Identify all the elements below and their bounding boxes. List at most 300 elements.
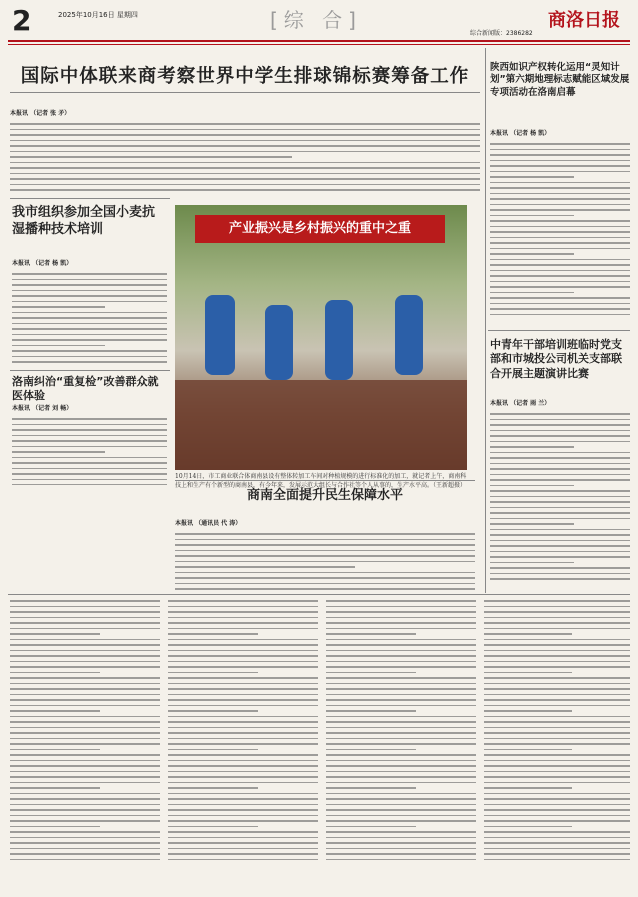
text-line <box>175 555 475 557</box>
text-line <box>12 312 167 314</box>
text-line <box>168 661 318 663</box>
text-line <box>326 760 476 762</box>
text-line <box>326 622 476 624</box>
text-line <box>168 787 258 789</box>
text-line <box>10 611 160 613</box>
text-line <box>175 539 475 541</box>
text-line <box>168 826 258 828</box>
text-line <box>490 176 574 178</box>
text-line <box>490 545 630 547</box>
text-line <box>490 540 630 542</box>
text-line <box>168 639 318 641</box>
text-line <box>326 782 476 784</box>
text-line <box>168 859 318 861</box>
text-line <box>490 463 630 465</box>
text-line <box>12 328 167 330</box>
text-line <box>326 765 476 767</box>
text-line <box>484 804 630 806</box>
text-line <box>326 798 476 800</box>
text-line <box>326 672 416 674</box>
text-line <box>12 356 167 358</box>
text-line <box>10 661 160 663</box>
text-line <box>484 600 630 602</box>
text-line <box>175 550 475 552</box>
text-line <box>490 237 630 239</box>
text-line <box>12 462 167 464</box>
text-line <box>10 804 160 806</box>
text-line <box>10 826 100 828</box>
text-line <box>490 297 630 299</box>
text-line <box>490 198 630 200</box>
text-line <box>10 628 160 630</box>
text-line <box>12 301 167 303</box>
text-line <box>326 859 476 861</box>
text-line <box>484 815 630 817</box>
text-line <box>10 694 160 696</box>
text-line <box>10 672 100 674</box>
page-number: 2 <box>12 4 32 37</box>
text-line <box>10 853 160 855</box>
text-line <box>168 776 318 778</box>
text-line <box>12 424 167 426</box>
text-line <box>12 334 167 336</box>
text-line <box>490 281 630 283</box>
text-line <box>10 743 160 745</box>
text-line <box>10 776 160 778</box>
text-line <box>484 809 630 811</box>
text-line <box>10 134 480 136</box>
text-line <box>168 710 258 712</box>
text-line <box>12 468 167 470</box>
text-line <box>484 787 572 789</box>
text-line <box>484 842 630 844</box>
text-line <box>326 787 416 789</box>
text-line <box>484 749 572 751</box>
main-headline: 国际中体联来商考察世界中学生排球锦标赛筹备工作 <box>20 66 470 87</box>
text-line <box>10 837 160 839</box>
text-line <box>490 534 630 536</box>
text-line <box>484 826 572 828</box>
text-line <box>484 831 630 833</box>
text-line <box>490 149 630 151</box>
text-line <box>10 859 160 861</box>
text-line <box>10 606 160 608</box>
text-line <box>490 479 630 481</box>
text-line <box>10 633 100 635</box>
bottom-col-3 <box>326 600 476 890</box>
photo-caption: 10月14日，市工商业联合体商南县设有整体转加工车间对种植规模的进行标准化的加工，就记者上午，商南科技上和生产有个新型的商南县，有今年来，发展示范大组长与合作社等个人从事的，生产水平高。（王新超摄） <box>175 473 467 489</box>
text-line <box>10 716 160 718</box>
text-line <box>168 842 318 844</box>
text-line <box>490 507 630 509</box>
text-line <box>10 815 160 817</box>
divider <box>175 480 475 481</box>
text-line <box>326 721 476 723</box>
text-line <box>490 242 630 244</box>
text-line <box>12 290 167 292</box>
text-line <box>326 837 476 839</box>
text-line <box>490 512 630 514</box>
text-line <box>490 518 630 520</box>
text-line <box>10 705 160 707</box>
text-line <box>490 424 630 426</box>
text-line <box>490 204 630 206</box>
text-line <box>490 573 630 575</box>
text-line <box>10 173 480 175</box>
text-line <box>168 732 318 734</box>
text-line <box>168 600 318 602</box>
text-line <box>12 435 167 437</box>
text-line <box>326 694 476 696</box>
text-line <box>168 617 318 619</box>
text-line <box>168 650 318 652</box>
text-line <box>326 655 476 657</box>
text-line <box>490 193 630 195</box>
text-line <box>12 273 167 275</box>
text-line <box>326 628 476 630</box>
text-line <box>12 446 167 448</box>
text-line <box>490 567 630 569</box>
center-headline: 商南全面提升民生保障水平 <box>246 488 403 503</box>
text-line <box>10 738 160 740</box>
text-line <box>12 361 167 363</box>
text-line <box>490 452 630 454</box>
text-line <box>490 215 574 217</box>
text-line <box>12 339 167 341</box>
text-line <box>168 804 318 806</box>
text-line <box>484 672 572 674</box>
left-story-2 <box>12 395 167 485</box>
text-line <box>168 705 318 707</box>
text-line <box>168 782 318 784</box>
text-line <box>12 479 167 481</box>
text-line <box>168 754 318 756</box>
text-line <box>168 760 318 762</box>
text-line <box>168 853 318 855</box>
text-line <box>490 187 630 189</box>
text-line <box>484 716 630 718</box>
text-line <box>326 683 476 685</box>
text-line <box>175 561 475 563</box>
text-line <box>326 809 476 811</box>
left2-byline: 本报讯 （记者 刘 畅） <box>12 405 73 412</box>
text-line <box>484 606 630 608</box>
text-line <box>168 688 318 690</box>
text-line <box>10 178 480 180</box>
text-line <box>10 760 160 762</box>
text-line <box>326 820 476 822</box>
text-line <box>490 209 630 211</box>
divider <box>8 594 630 595</box>
text-line <box>490 303 630 305</box>
text-line <box>12 279 167 281</box>
text-line <box>490 264 630 266</box>
text-line <box>326 644 476 646</box>
text-line <box>10 727 160 729</box>
left-headline-1: 我市组织参加全国小麦抗湿播种技术培训 <box>12 205 156 237</box>
text-line <box>168 815 318 817</box>
text-line <box>326 639 476 641</box>
text-line <box>10 167 480 169</box>
text-line <box>490 419 630 421</box>
text-line <box>490 501 630 503</box>
text-line <box>326 699 476 701</box>
text-line <box>326 666 476 668</box>
text-line <box>168 716 318 718</box>
text-line <box>10 644 160 646</box>
text-line <box>10 145 480 147</box>
text-line <box>484 859 630 861</box>
text-line <box>490 496 630 498</box>
text-line <box>10 793 160 795</box>
text-line <box>12 457 167 459</box>
text-line <box>12 418 167 420</box>
center-story <box>175 510 475 590</box>
text-line <box>10 639 160 641</box>
divider <box>488 330 630 331</box>
text-line <box>490 435 630 437</box>
left-story-1 <box>12 250 167 365</box>
left-headline-2: 洛南纠治“重复检”改善群众就医体验 <box>12 375 159 403</box>
text-line <box>12 440 167 442</box>
text-line <box>10 749 100 751</box>
text-line <box>10 666 160 668</box>
text-line <box>484 727 630 729</box>
text-line <box>175 533 475 535</box>
text-line <box>326 606 476 608</box>
right1-byline: 本报讯 （记者 杨 凯） <box>490 130 551 137</box>
text-line <box>326 804 476 806</box>
text-line <box>12 317 167 319</box>
text-line <box>484 793 630 795</box>
text-line <box>484 721 630 723</box>
text-line <box>326 754 476 756</box>
text-line <box>10 683 160 685</box>
text-line <box>168 820 318 822</box>
text-line <box>484 848 630 850</box>
page-header <box>0 0 638 42</box>
text-line <box>168 699 318 701</box>
right-story-2 <box>490 390 630 590</box>
text-line <box>490 259 630 261</box>
text-line <box>484 650 630 652</box>
text-line <box>484 837 630 839</box>
text-line <box>168 738 318 740</box>
header-rule-thin <box>8 44 630 45</box>
text-line <box>484 820 630 822</box>
text-line <box>168 837 318 839</box>
text-line <box>326 688 476 690</box>
text-line <box>484 754 630 756</box>
text-line <box>326 650 476 652</box>
text-line <box>326 771 476 773</box>
text-line <box>326 600 476 602</box>
text-line <box>175 544 475 546</box>
text-line <box>490 474 630 476</box>
text-line <box>10 820 160 822</box>
text-line <box>12 323 167 325</box>
text-line <box>10 732 160 734</box>
text-line <box>326 716 476 718</box>
text-line <box>484 666 630 668</box>
text-line <box>490 143 630 145</box>
text-line <box>168 727 318 729</box>
text-line <box>168 606 318 608</box>
text-line <box>490 275 630 277</box>
text-line <box>10 842 160 844</box>
text-line <box>326 743 476 745</box>
text-line <box>10 129 480 131</box>
text-line <box>326 815 476 817</box>
text-line <box>490 308 630 310</box>
text-line <box>484 683 630 685</box>
text-line <box>490 171 630 173</box>
text-line <box>484 798 630 800</box>
text-line <box>326 617 476 619</box>
text-line <box>168 721 318 723</box>
text-line <box>10 688 160 690</box>
text-line <box>175 572 475 574</box>
text-line <box>326 848 476 850</box>
text-line <box>10 848 160 850</box>
text-line <box>168 655 318 657</box>
section-title: [综 合] <box>270 8 362 32</box>
text-line <box>12 295 167 297</box>
text-line <box>10 140 480 142</box>
text-line <box>10 765 160 767</box>
text-line <box>490 446 574 448</box>
text-line <box>490 457 630 459</box>
text-line <box>10 195 292 196</box>
text-line <box>484 776 630 778</box>
text-line <box>484 771 630 773</box>
text-line <box>490 314 630 316</box>
text-line <box>490 578 630 580</box>
text-line <box>326 831 476 833</box>
text-line <box>484 617 630 619</box>
text-line <box>10 831 160 833</box>
text-line <box>168 611 318 613</box>
text-line <box>168 743 318 745</box>
text-line <box>484 694 630 696</box>
text-line <box>326 738 476 740</box>
text-line <box>484 765 630 767</box>
text-line <box>490 231 630 233</box>
text-line <box>168 798 318 800</box>
text-line <box>484 853 630 855</box>
text-line <box>490 556 630 558</box>
text-line <box>10 650 160 652</box>
text-line <box>168 672 258 674</box>
main-story <box>10 100 480 195</box>
text-line <box>10 189 480 191</box>
text-line <box>175 588 475 590</box>
divider <box>10 370 170 371</box>
text-line <box>10 798 160 800</box>
text-line <box>326 776 476 778</box>
photo-banner: 产业振兴是乡村振兴的重中之重 <box>195 215 445 243</box>
text-line <box>326 705 476 707</box>
text-line <box>168 793 318 795</box>
text-line <box>168 677 318 679</box>
text-line <box>484 743 630 745</box>
text-line <box>490 413 630 415</box>
text-line <box>10 787 100 789</box>
newspaper-logo: 商洛日报 <box>548 10 620 31</box>
text-line <box>10 782 160 784</box>
text-line <box>326 677 476 679</box>
text-line <box>168 809 318 811</box>
text-line <box>326 710 416 712</box>
text-line <box>10 699 160 701</box>
text-line <box>484 661 630 663</box>
text-line <box>484 644 630 646</box>
text-line <box>490 562 574 564</box>
text-line <box>484 633 572 635</box>
text-line <box>490 286 630 288</box>
right-headline-1: 陕西如识产权转化运用“灵知计划”第六期地理标志赋能区域发展专项活动在洛南启幕 <box>490 62 630 98</box>
text-line <box>10 754 160 756</box>
text-line <box>484 732 630 734</box>
text-line <box>490 551 630 553</box>
center-byline: 本报讯 （通讯员 代 涛） <box>175 520 242 527</box>
text-line <box>490 226 630 228</box>
left1-byline: 本报讯 （记者 杨 凯） <box>12 260 73 267</box>
text-line <box>12 284 167 286</box>
text-line <box>484 639 630 641</box>
text-line <box>10 721 160 723</box>
text-line <box>484 622 630 624</box>
text-line <box>10 617 160 619</box>
text-line <box>490 468 630 470</box>
text-line <box>10 123 480 125</box>
text-line <box>490 182 630 184</box>
text-line <box>326 826 416 828</box>
text-line <box>484 688 630 690</box>
text-line <box>484 738 630 740</box>
text-line <box>490 292 574 294</box>
text-line <box>326 661 476 663</box>
text-line <box>326 842 476 844</box>
text-line <box>168 622 318 624</box>
text-line <box>168 771 318 773</box>
text-line <box>168 831 318 833</box>
text-line <box>484 710 572 712</box>
text-line <box>12 473 167 475</box>
text-line <box>490 253 574 255</box>
text-line <box>168 694 318 696</box>
text-line <box>168 683 318 685</box>
text-line <box>10 162 480 164</box>
text-line <box>175 583 475 585</box>
text-line <box>326 793 476 795</box>
text-line <box>326 727 476 729</box>
text-line <box>10 184 480 186</box>
text-line <box>490 165 630 167</box>
text-line <box>326 611 476 613</box>
text-line <box>12 484 167 485</box>
text-line <box>12 345 105 347</box>
text-line <box>168 848 318 850</box>
text-line <box>10 622 160 624</box>
text-line <box>484 699 630 701</box>
text-line <box>10 600 160 602</box>
right2-byline: 本报讯 （记者 雨 兰） <box>490 400 551 407</box>
divider <box>10 92 480 93</box>
text-line <box>12 350 167 352</box>
text-line <box>490 523 574 525</box>
text-line <box>12 429 167 431</box>
